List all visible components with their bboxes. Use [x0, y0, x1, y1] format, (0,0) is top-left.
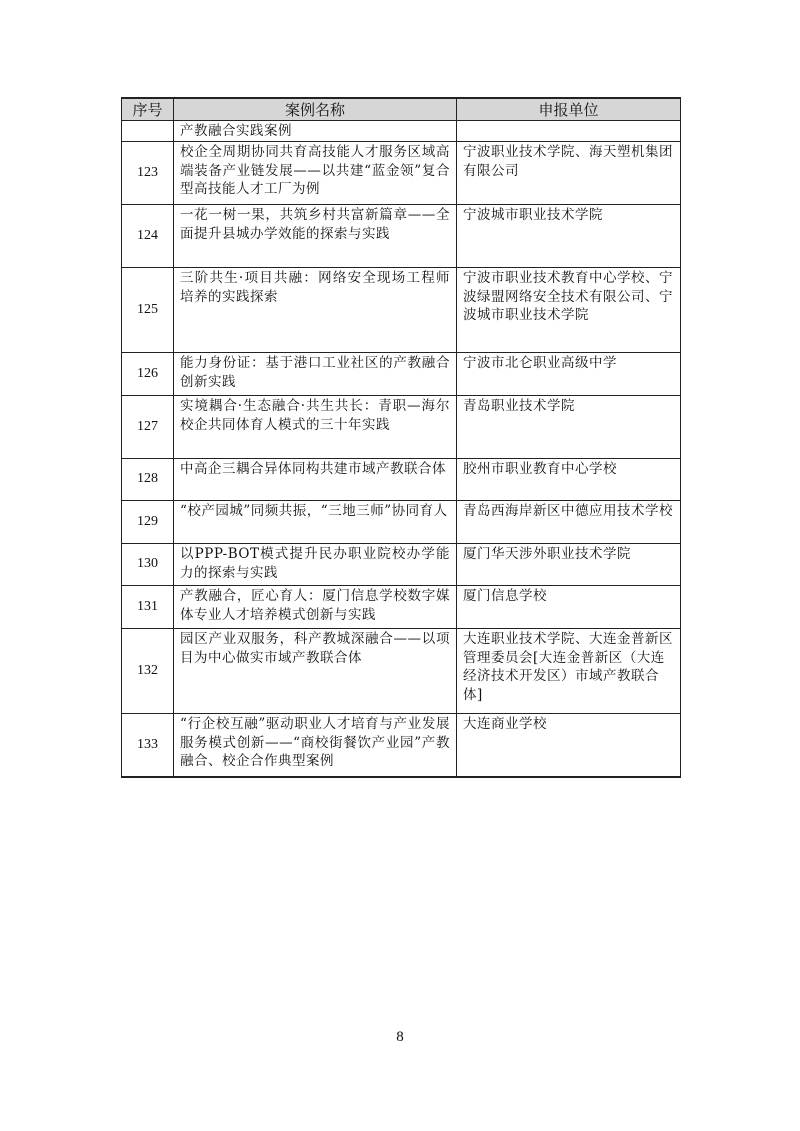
applicant-unit: 厦门信息学校 [457, 586, 681, 629]
page-number: 8 [396, 1029, 404, 1045]
applicant-unit: 宁波城市职业技术学院 [457, 205, 681, 268]
row-number: 125 [122, 268, 174, 353]
table-row [122, 353, 681, 396]
case-name: 园区产业双服务，科产教城深融合——以项目为中心做实市域产教联合体 [174, 629, 457, 714]
table-row [122, 121, 681, 142]
table-row [122, 459, 681, 501]
applicant-unit: 大连职业技术学院、大连金普新区管理委员会[大连金普新区（大连经济技术开发区）市域产教联合体] [457, 629, 681, 714]
table-row [122, 544, 681, 586]
header-serial-number: 序号 [122, 98, 174, 121]
row-number: 130 [122, 544, 174, 586]
header-case-name: 案例名称 [174, 98, 457, 121]
row-number: 123 [122, 142, 174, 205]
table-header [122, 98, 681, 121]
row-number: 126 [122, 353, 174, 396]
row-number: 124 [122, 205, 174, 268]
case-name: “校产园城”同频共振，“三地三师”协同育人 [174, 501, 457, 544]
table-row [122, 629, 681, 714]
applicant-unit: 宁波市北仑职业高级中学 [457, 353, 681, 396]
row-number: 132 [122, 629, 174, 714]
table-row [122, 501, 681, 544]
case-name: 中高企三耦合异体同构共建市域产教联合体 [174, 459, 457, 501]
applicant-unit: 宁波职业技术学院、海天塑机集团有限公司 [457, 142, 681, 205]
case-name: 三阶共生·项目共融：网络安全现场工程师培养的实践探索 [174, 268, 457, 353]
table-row [122, 396, 681, 459]
row-number: 133 [122, 714, 174, 777]
case-name: 产教融合，匠心育人：厦门信息学校数字媒体专业人才培养模式创新与实践 [174, 586, 457, 629]
row-number: 129 [122, 501, 174, 544]
row-number: 131 [122, 586, 174, 629]
case-name: 能力身份证：基于港口工业社区的产教融合创新实践 [174, 353, 457, 396]
case-name: “行企校互融”驱动职业人才培育与产业发展服务模式创新——“商校街餐饮产业园”产教融合、校企合作典型案例 [174, 714, 457, 777]
header-applicant-unit: 申报单位 [457, 98, 681, 121]
table-body [122, 121, 681, 777]
row-number [122, 121, 174, 142]
applicant-unit: 青岛职业技术学院 [457, 396, 681, 459]
applicant-unit [457, 121, 681, 142]
case-name: 以PPP-BOT模式提升民办职业院校办学能力的探索与实践 [174, 544, 457, 586]
applicant-unit: 厦门华天涉外职业技术学院 [457, 544, 681, 586]
case-name: 实境耦合·生态融合·共生共长：青职—海尔校企共同体育人模式的三十年实践 [174, 396, 457, 459]
applicant-unit: 宁波市职业技术教育中心学校、宁波绿盟网络安全技术有限公司、宁波城市职业技术学院 [457, 268, 681, 353]
row-number: 128 [122, 459, 174, 501]
row-number: 127 [122, 396, 174, 459]
table-row [122, 205, 681, 268]
applicant-unit: 青岛西海岸新区中德应用技术学校 [457, 501, 681, 544]
applicant-unit: 大连商业学校 [457, 714, 681, 777]
table-row [122, 268, 681, 353]
applicant-unit: 胶州市职业教育中心学校 [457, 459, 681, 501]
table-row [122, 586, 681, 629]
case-name: 校企全周期协同共育高技能人才服务区域高端装备产业链发展——以共建“蓝金领”复合型高技能人才工厂为例 [174, 142, 457, 205]
case-name: 产教融合实践案例 [174, 121, 457, 142]
case-name: 一花一树一果，共筑乡村共富新篇章——全面提升县城办学效能的探索与实践 [174, 205, 457, 268]
case-table [121, 97, 681, 778]
table-row [122, 142, 681, 205]
table-row [122, 714, 681, 777]
